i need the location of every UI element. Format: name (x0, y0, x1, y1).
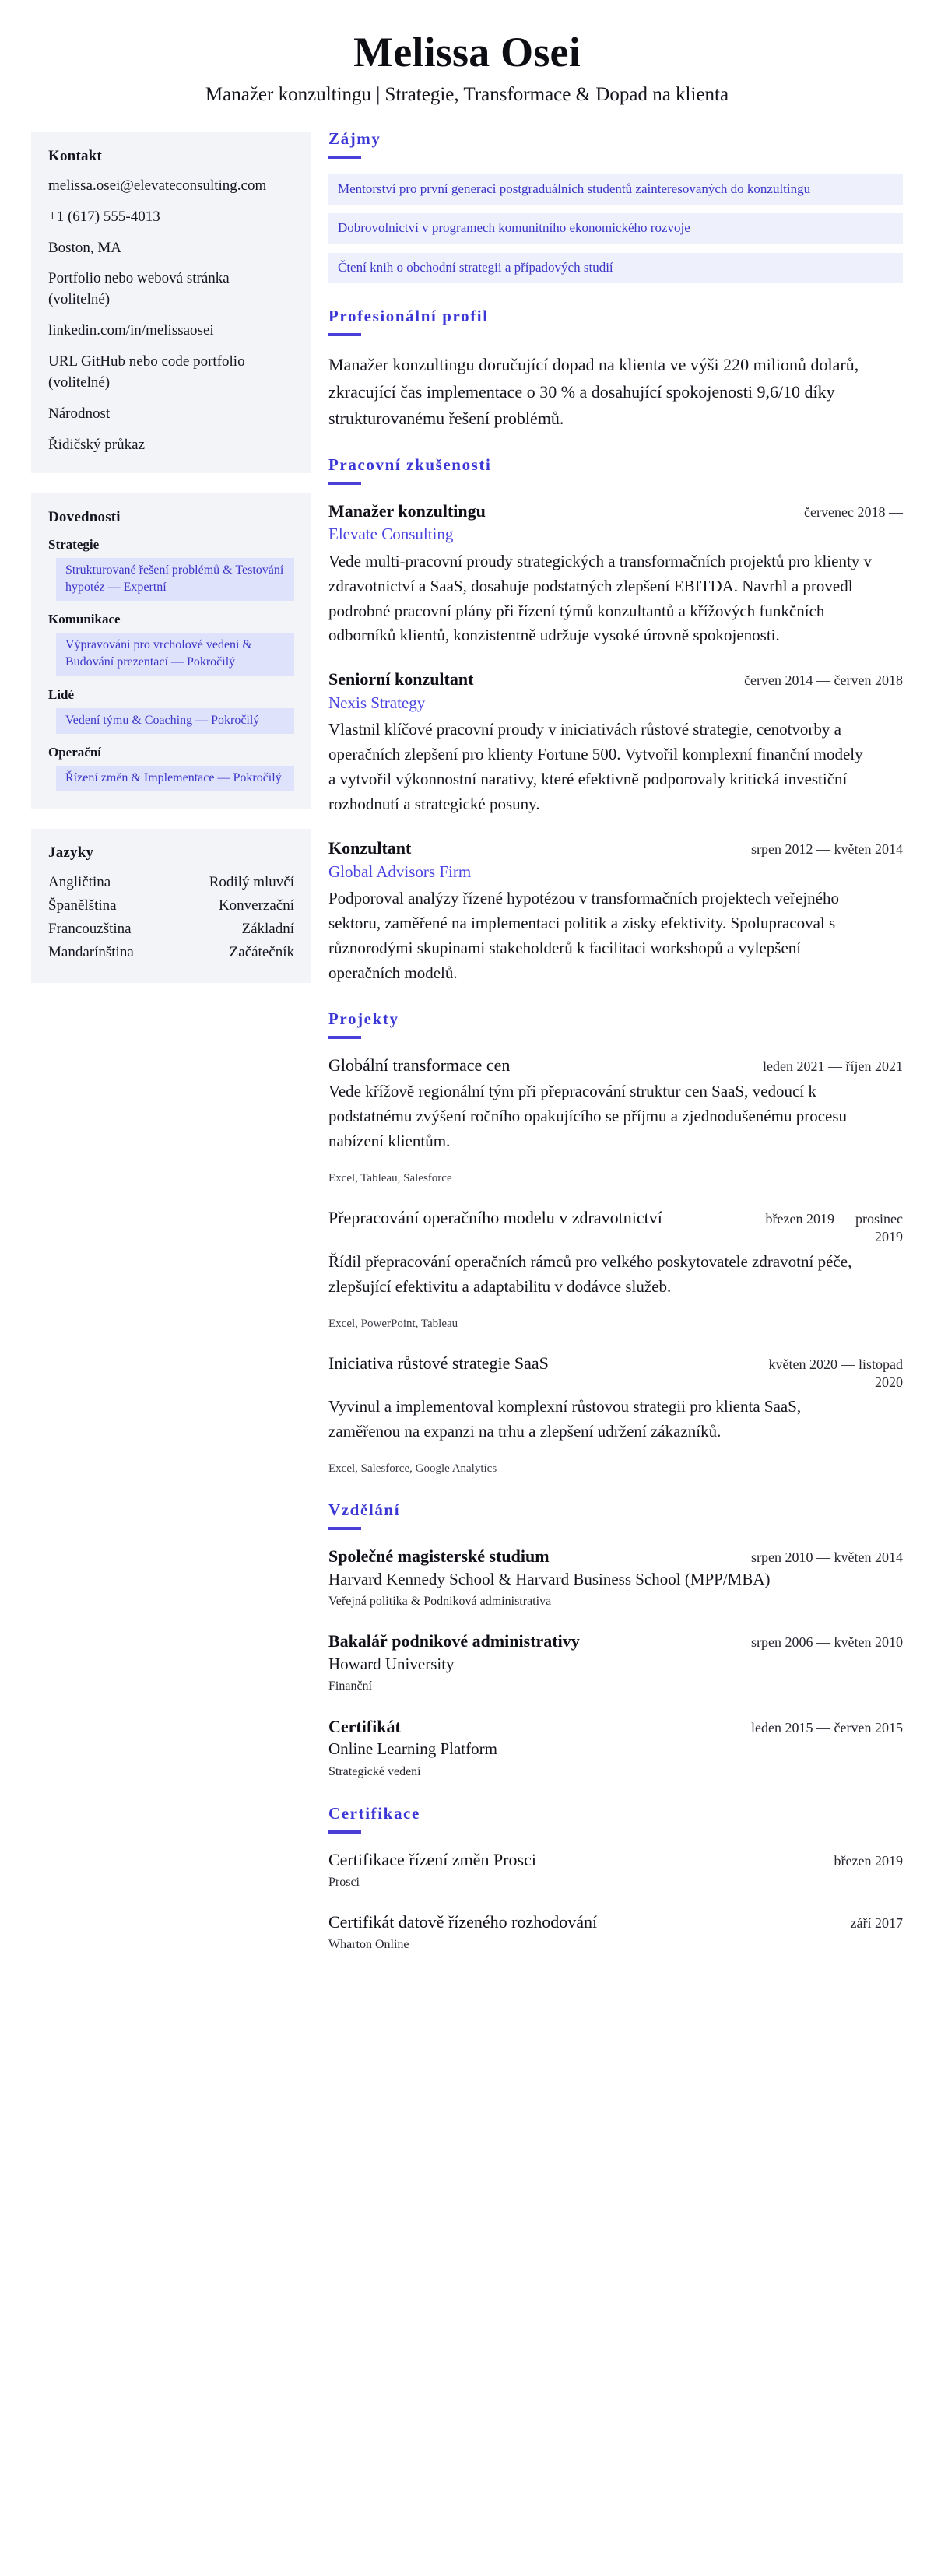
skill-chip: Řízení změn & Implementace — Pokročilý (56, 766, 294, 791)
skill-group (48, 687, 294, 734)
language-name: Španělština (48, 897, 117, 914)
interest-item: Mentorství pro první generaci postgraduálních studentů zainteresovaných do konzultingu (328, 174, 903, 205)
project-date: květen 2020 — listopad 2020 (768, 1356, 903, 1390)
project-tools: Excel, PowerPoint, Tableau (328, 1317, 458, 1330)
education-degree: Certifikát (328, 1716, 401, 1736)
section-rule (328, 1036, 361, 1039)
language-name: Francouzština (48, 920, 132, 937)
skills-card (31, 493, 311, 808)
contact-title: Kontakt (48, 147, 102, 164)
certification-entry (328, 1849, 903, 1891)
experience-entry (328, 837, 903, 986)
skill-group-label: Komunikace (48, 612, 121, 627)
certification-date: září 2017 (850, 1915, 903, 1932)
section-education (328, 1500, 903, 1781)
certification-issuer: Wharton Online (328, 1937, 409, 1951)
section-rule (328, 1830, 361, 1834)
section-rule (328, 156, 361, 159)
skill-group-label: Strategie (48, 537, 100, 553)
skill-chip: Strukturované řešení problémů & Testování hypotéz — Expertní (56, 558, 294, 601)
language-level: Rodilý mluvčí (209, 873, 294, 890)
job-company: Global Advisors Firm (328, 862, 472, 881)
language-name: Angličtina (48, 873, 111, 890)
contact-email[interactable]: melissa.osei@elevateconsulting.com (48, 177, 267, 194)
page-title: Melissa Osei (353, 29, 581, 75)
skill-chip: Výpravování pro vrcholové vedení & Budování prezentací — Pokročilý (56, 633, 294, 676)
project-date: leden 2021 — říjen 2021 (763, 1058, 903, 1074)
project-entry (328, 1055, 903, 1187)
project-description: Vyvinul a implementoval komplexní růstovou strategii pro klienta SaaS, zaměřenou na expanzi na trhu a zlepšení udržení zákazníků. (328, 1397, 802, 1441)
experience-entry-header (328, 669, 903, 691)
project-entry-header (328, 1353, 903, 1392)
language-row (48, 942, 294, 966)
interests-title: Zájmy (328, 128, 381, 148)
certifications-title: Certifikace (328, 1804, 420, 1823)
job-role: Konzultant (328, 837, 412, 858)
project-tools: Excel, Salesforce, Google Analytics (328, 1462, 497, 1476)
project-date: březen 2019 — prosinec 2019 (765, 1210, 903, 1245)
languages-title: Jazyky (48, 844, 94, 861)
language-name: Mandarínština (48, 943, 134, 960)
contact-card (31, 132, 311, 474)
experience-entry (328, 669, 903, 817)
section-rule (328, 1527, 361, 1530)
language-level: Konverzační (218, 897, 294, 914)
education-entry-header (328, 1716, 903, 1739)
education-school: Howard University (328, 1655, 455, 1674)
skill-group (48, 612, 294, 676)
job-company: Nexis Strategy (328, 693, 426, 712)
skills-title: Dovednosti (48, 509, 121, 526)
education-field: Veřejná politika & Podniková administrativa (328, 1595, 552, 1609)
experience-entry-header (328, 837, 903, 860)
job-company: Elevate Consulting (328, 525, 454, 544)
language-row (48, 872, 294, 896)
job-description: Vlastnil klíčové pracovní proudy v iniciativách růstové strategie, cenotvorby a operačních zlepšení pro klienty Fortune 500. Vytvořil komplexní finanční modely a vytvořil výkonnostní narativy, které efektivně podporovaly kritická investiční rozhodnutí a strategické posuny. (328, 720, 863, 814)
experience-entry (328, 500, 903, 649)
section-experience (328, 455, 903, 986)
education-field: Finanční (328, 1679, 372, 1693)
section-certifications (328, 1804, 903, 1953)
project-name: Globální transformace cen (328, 1055, 511, 1075)
certification-entry-header (328, 1911, 903, 1934)
projects-title: Projekty (328, 1009, 399, 1028)
skill-group-label: Lidé (48, 686, 75, 702)
certification-date: březen 2019 (834, 1853, 903, 1869)
contact-portfolio[interactable]: Portfolio nebo webová stránka (volitelné) (48, 270, 230, 308)
main-content (311, 126, 903, 1978)
education-entry (328, 1546, 903, 1610)
project-description: Vede křížově regionální tým při přepracování struktur cen SaaS, vedoucí k podstatnému zvýšení ročního opakujícího se příjmu a zjednodušenému procesu nabízení klientům. (328, 1082, 848, 1150)
section-projects (328, 1009, 903, 1478)
job-date: červen 2014 — červen 2018 (744, 672, 903, 689)
contact-linkedin[interactable]: linkedin.com/in/melissaosei (48, 322, 214, 339)
language-row (48, 896, 294, 919)
education-degree: Bakalář podnikové administrativy (328, 1631, 580, 1651)
project-tools: Excel, Tableau, Salesforce (328, 1171, 452, 1184)
project-name: Iniciativa růstové strategie SaaS (328, 1353, 549, 1373)
languages-table (48, 872, 294, 966)
project-entry-header (328, 1055, 903, 1077)
languages-card (31, 829, 311, 983)
skill-chip: Vedení týmu & Coaching — Pokročilý (56, 708, 294, 734)
education-date: leden 2015 — červen 2015 (751, 1719, 903, 1735)
education-entry (328, 1630, 903, 1695)
resume-header (0, 0, 934, 120)
contact-github[interactable]: URL GitHub nebo code portfolio (volitelné) (48, 353, 245, 391)
resume-body (0, 120, 934, 2024)
skill-group-label: Operační (48, 744, 101, 760)
section-rule (328, 482, 361, 485)
experience-title: Pracovní zkušenosti (328, 454, 492, 474)
job-description: Podporoval analýzy řízené hypotézou v transformačních projektech veřejného sektoru, zaměřené na implementaci politik a zisky efektivity. Spolupracoval s různorodými skupinami stakeholderů k facilitaci workshopů a vylepšení operačních modelů. (328, 888, 839, 982)
section-rule (328, 333, 361, 336)
interest-item: Čtení knih o obchodní strategii a případových studií (328, 253, 903, 284)
project-entry (328, 1353, 903, 1478)
education-school: Harvard Kennedy School & Harvard Business School (MPP/MBA) (328, 1569, 771, 1588)
interest-item: Dobrovolnictví v programech komunitního ekonomického rozvoje (328, 213, 903, 244)
profile-text: Manažer konzultingu doručující dopad na klienta ve výši 220 milionů dolarů, zkracující čas implementace o 30 % a dosahující spokojenosti 9,6/10 díky strukturovanému řešení problémů. (328, 355, 859, 428)
section-profile (328, 307, 903, 431)
education-entry-header (328, 1546, 903, 1568)
contact-nationality: Národnost (48, 405, 111, 423)
headline: Manažer konzultingu | Strategie, Transformace & Dopad na klienta (205, 84, 729, 106)
language-level: Začátečník (229, 943, 294, 960)
project-entry (328, 1207, 903, 1332)
education-degree: Společné magisterské studium (328, 1546, 550, 1567)
job-role: Seniorní konzultant (328, 669, 474, 690)
certification-name: Certifikát datově řízeného rozhodování (328, 1912, 598, 1932)
skill-group (48, 745, 294, 791)
education-title: Vzdělání (328, 1500, 401, 1520)
certification-name: Certifikace řízení změn Prosci (328, 1850, 536, 1870)
contact-location: Boston, MA (48, 239, 121, 256)
certification-entry (328, 1911, 903, 1953)
experience-entry-header (328, 500, 903, 523)
education-entry-header (328, 1630, 903, 1653)
job-date: srpen 2012 — květen 2014 (751, 841, 903, 857)
language-level: Základní (241, 920, 294, 937)
sidebar (31, 126, 311, 1003)
skill-group (48, 537, 294, 601)
project-entry-header (328, 1207, 903, 1247)
project-description: Řídil přepracování operačních rámců pro velkého poskytovatele zdravotní péče, zlepšující efektivitu a adaptabilitu v dodávce služeb. (328, 1251, 852, 1296)
education-date: srpen 2010 — květen 2014 (751, 1549, 903, 1566)
education-field: Strategické vedení (328, 1764, 421, 1778)
job-description: Vede multi-pracovní proudy strategických a transformačních projektů pro klienty v zdravotnictví a SaaS, dosahuje podstatných zlepšení EBITDA. Navrhl a provedl podrobné pracovní plány při řízení týmů konzultantů a křížových funkčních odborníků klientů, konzistentně udržuje vysoké úrovně spokojenosti. (328, 551, 873, 645)
language-row (48, 919, 294, 942)
education-date: srpen 2006 — květen 2010 (751, 1634, 903, 1651)
certification-entry-header (328, 1849, 903, 1872)
section-interests (328, 129, 903, 284)
contact-phone[interactable]: +1 (617) 555-4013 (48, 208, 160, 225)
job-role: Manažer konzultingu (328, 500, 486, 521)
education-school: Online Learning Platform (328, 1739, 497, 1759)
education-entry (328, 1716, 903, 1781)
job-date: červenec 2018 — (804, 504, 903, 520)
certification-issuer: Prosci (328, 1875, 360, 1889)
profile-title: Profesionální profil (328, 307, 489, 326)
contact-drivers-license: Řidičský průkaz (48, 437, 146, 454)
project-name: Přepracování operačního modelu v zdravotnictví (328, 1207, 662, 1227)
